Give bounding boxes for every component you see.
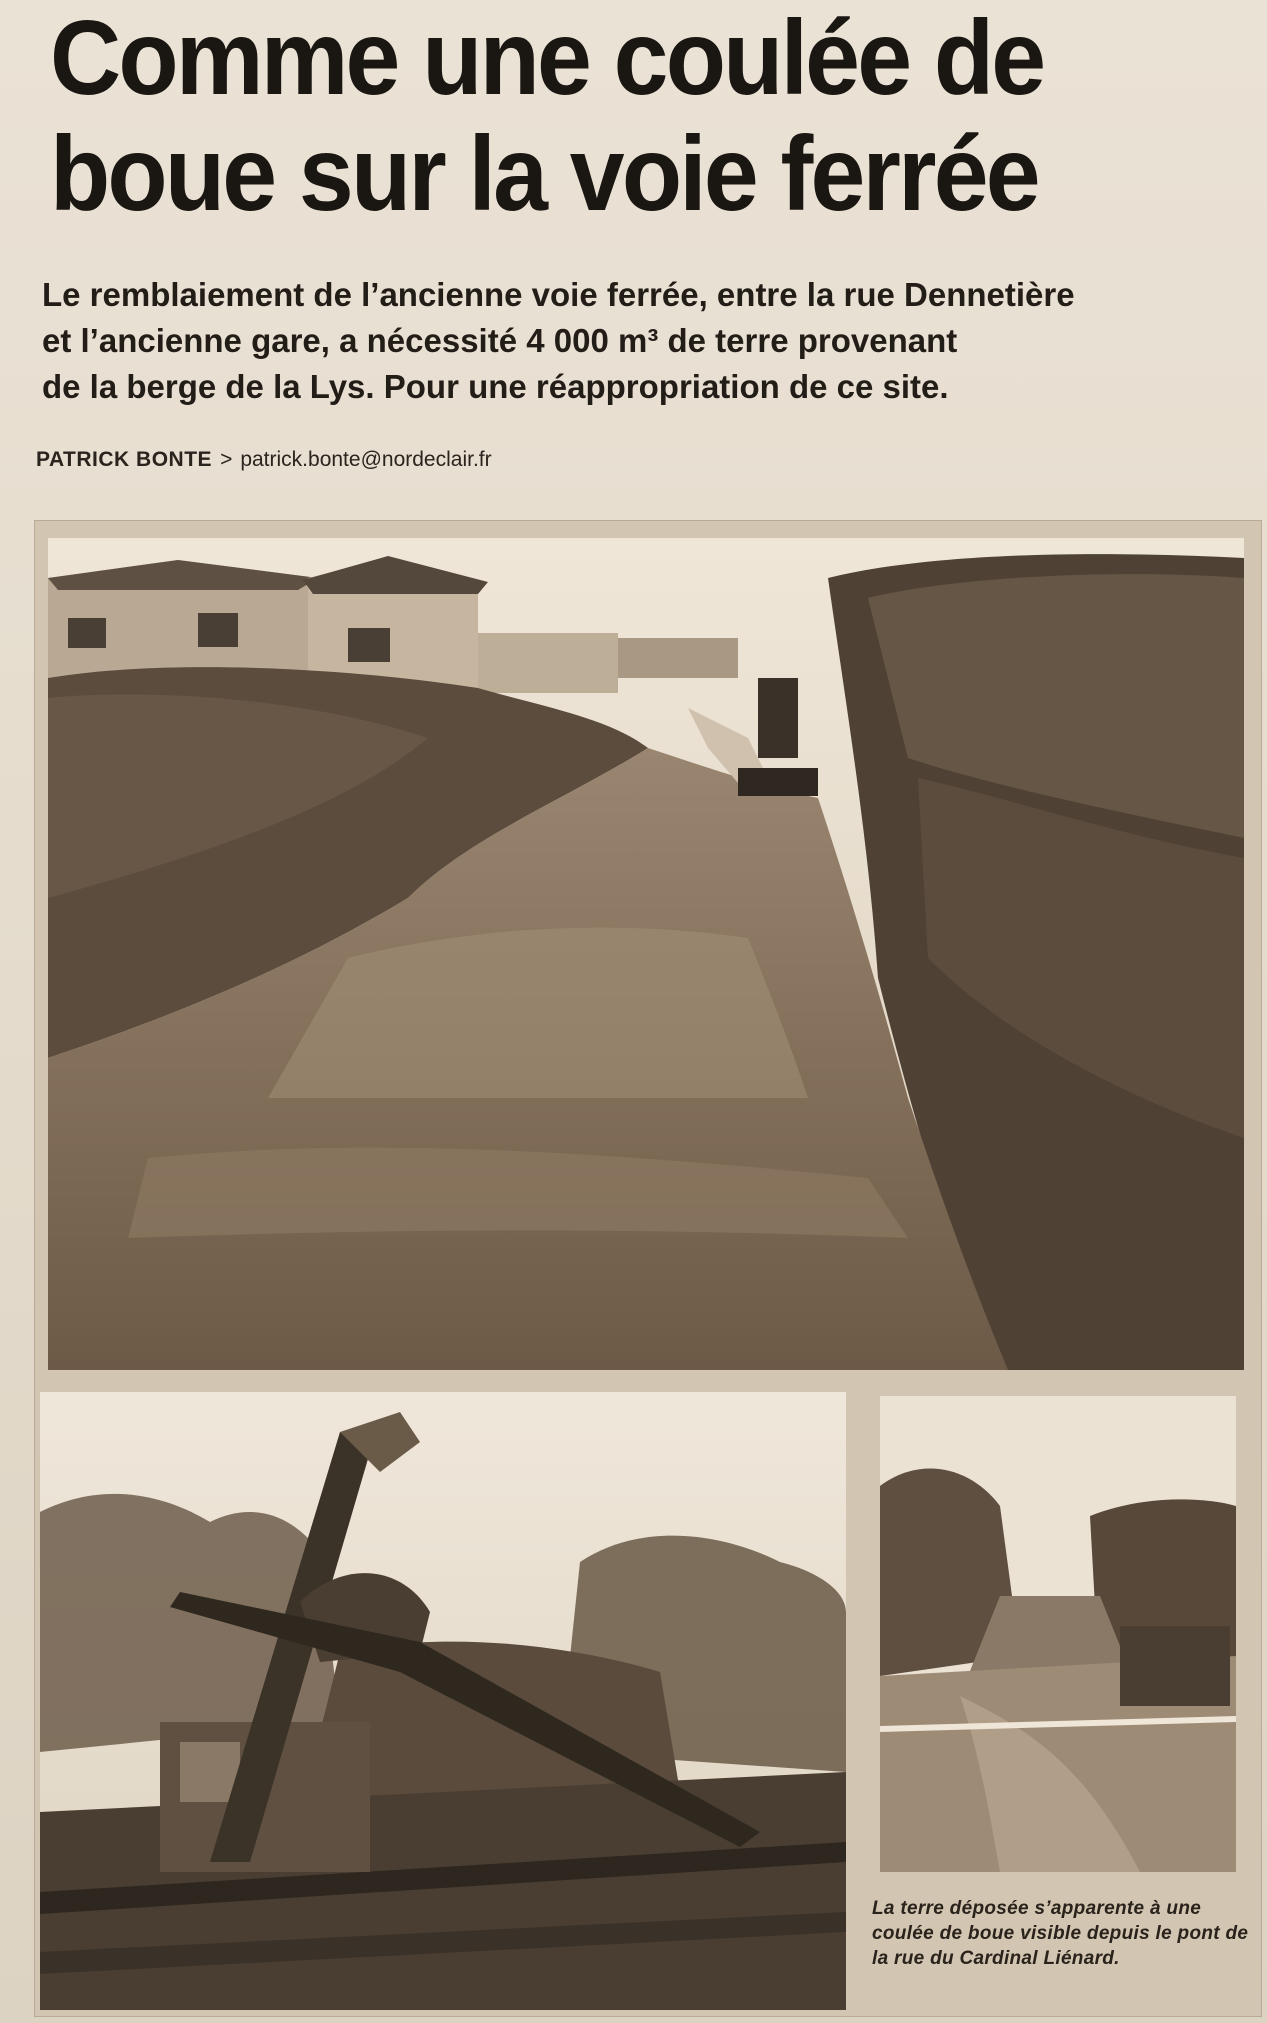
headline-line-2: boue sur la voie ferrée [50, 115, 1038, 233]
photo-crane-image [40, 1392, 846, 2010]
author-email: patrick.bonte@nordeclair.fr [240, 448, 492, 471]
lede-line-2: et l’ancienne gare, a nécessité 4 000 m³ de terre provenant [42, 322, 958, 359]
photo-bridge-view [880, 1396, 1236, 1872]
photo-crane [40, 1392, 846, 2010]
photo-caption: La terre déposée s’apparente à une coulée de boue visible depuis le pont de la rue du Cardinal Liénard. [872, 1898, 1249, 1969]
author-name: PATRICK BONTE [36, 448, 213, 471]
lede-line-1: Le remblaiement de l’ancienne voie ferrée, entre la rue Dennetière [42, 276, 1075, 313]
photo-railway-fill-image [48, 538, 1244, 1370]
photo-bridge-view-image [880, 1396, 1236, 1872]
headline-line-1: Comme une coulée de [50, 0, 1044, 117]
byline-separator: > [220, 448, 233, 471]
byline [36, 448, 1256, 472]
headline [50, 0, 1147, 232]
lede-line-3: de la berge de la Lys. Pour une réappropriation de ce site. [42, 368, 949, 405]
lede [42, 272, 1222, 410]
photo-railway-fill [48, 538, 1244, 1370]
